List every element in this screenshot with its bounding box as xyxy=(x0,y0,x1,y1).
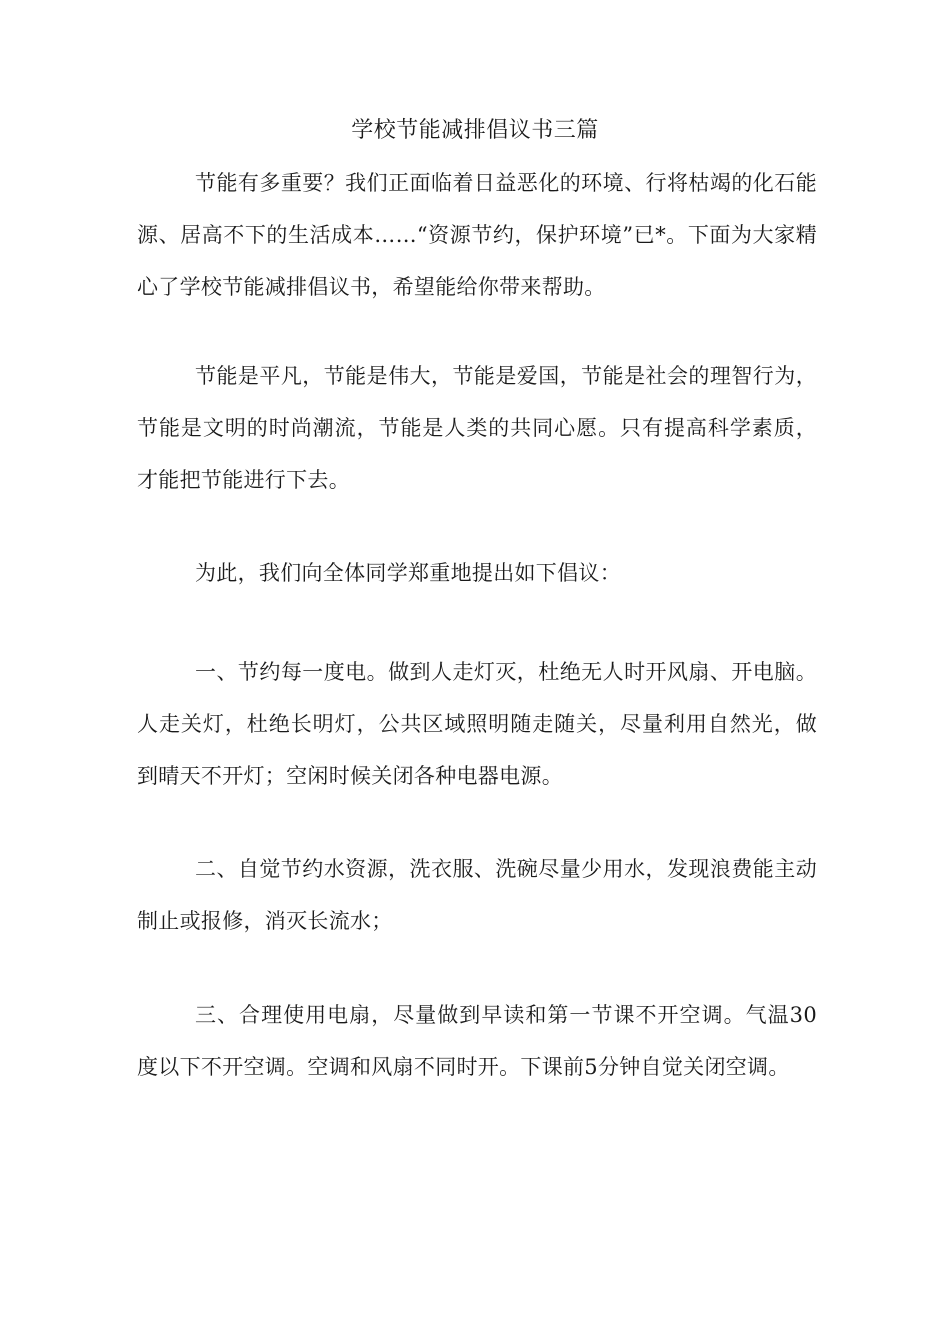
document-title: 学校节能减排倡议书三篇 xyxy=(351,118,599,143)
paragraph-item-electricity: 一、节约每一度电。做到人走灯灭，杜绝无人时开风扇、开电脑。人走关灯，杜绝长明灯，公共区域照明随走随关，尽量利用自然光，做到晴天不开灯；空闲时候关闭各种电器电源。 xyxy=(137,660,817,788)
intro-paragraph: 节能有多重要？我们正面临着日益恶化的环境、行将枯竭的化石能源、居高不下的生活成本……“资源节约，保护环境”已*。下面为大家精心了学校节能减排倡议书，希望能给你带来帮助。 xyxy=(137,171,817,299)
paragraph-energy-saving-meaning: 节能是平凡，节能是伟大，节能是爱国，节能是社会的理智行为，节能是文明的时尚潮流，节能是人类的共同心愿。只有提高科学素质，才能把节能进行下去。 xyxy=(137,364,817,492)
paragraph-item-air-conditioning: 三、合理使用电扇，尽量做到早读和第一节课不开空调。气温30度以下不开空调。空调和风扇不同时开。下课前5分钟自觉关闭空调。 xyxy=(137,1003,817,1079)
paragraph-item-water: 二、自觉节约水资源，洗衣服、洗碗尽量少用水，发现浪费能主动制止或报修，消灭长流水； xyxy=(137,857,817,933)
paragraph-proposal-lead: 为此，我们向全体同学郑重地提出如下倡议： xyxy=(195,561,621,585)
